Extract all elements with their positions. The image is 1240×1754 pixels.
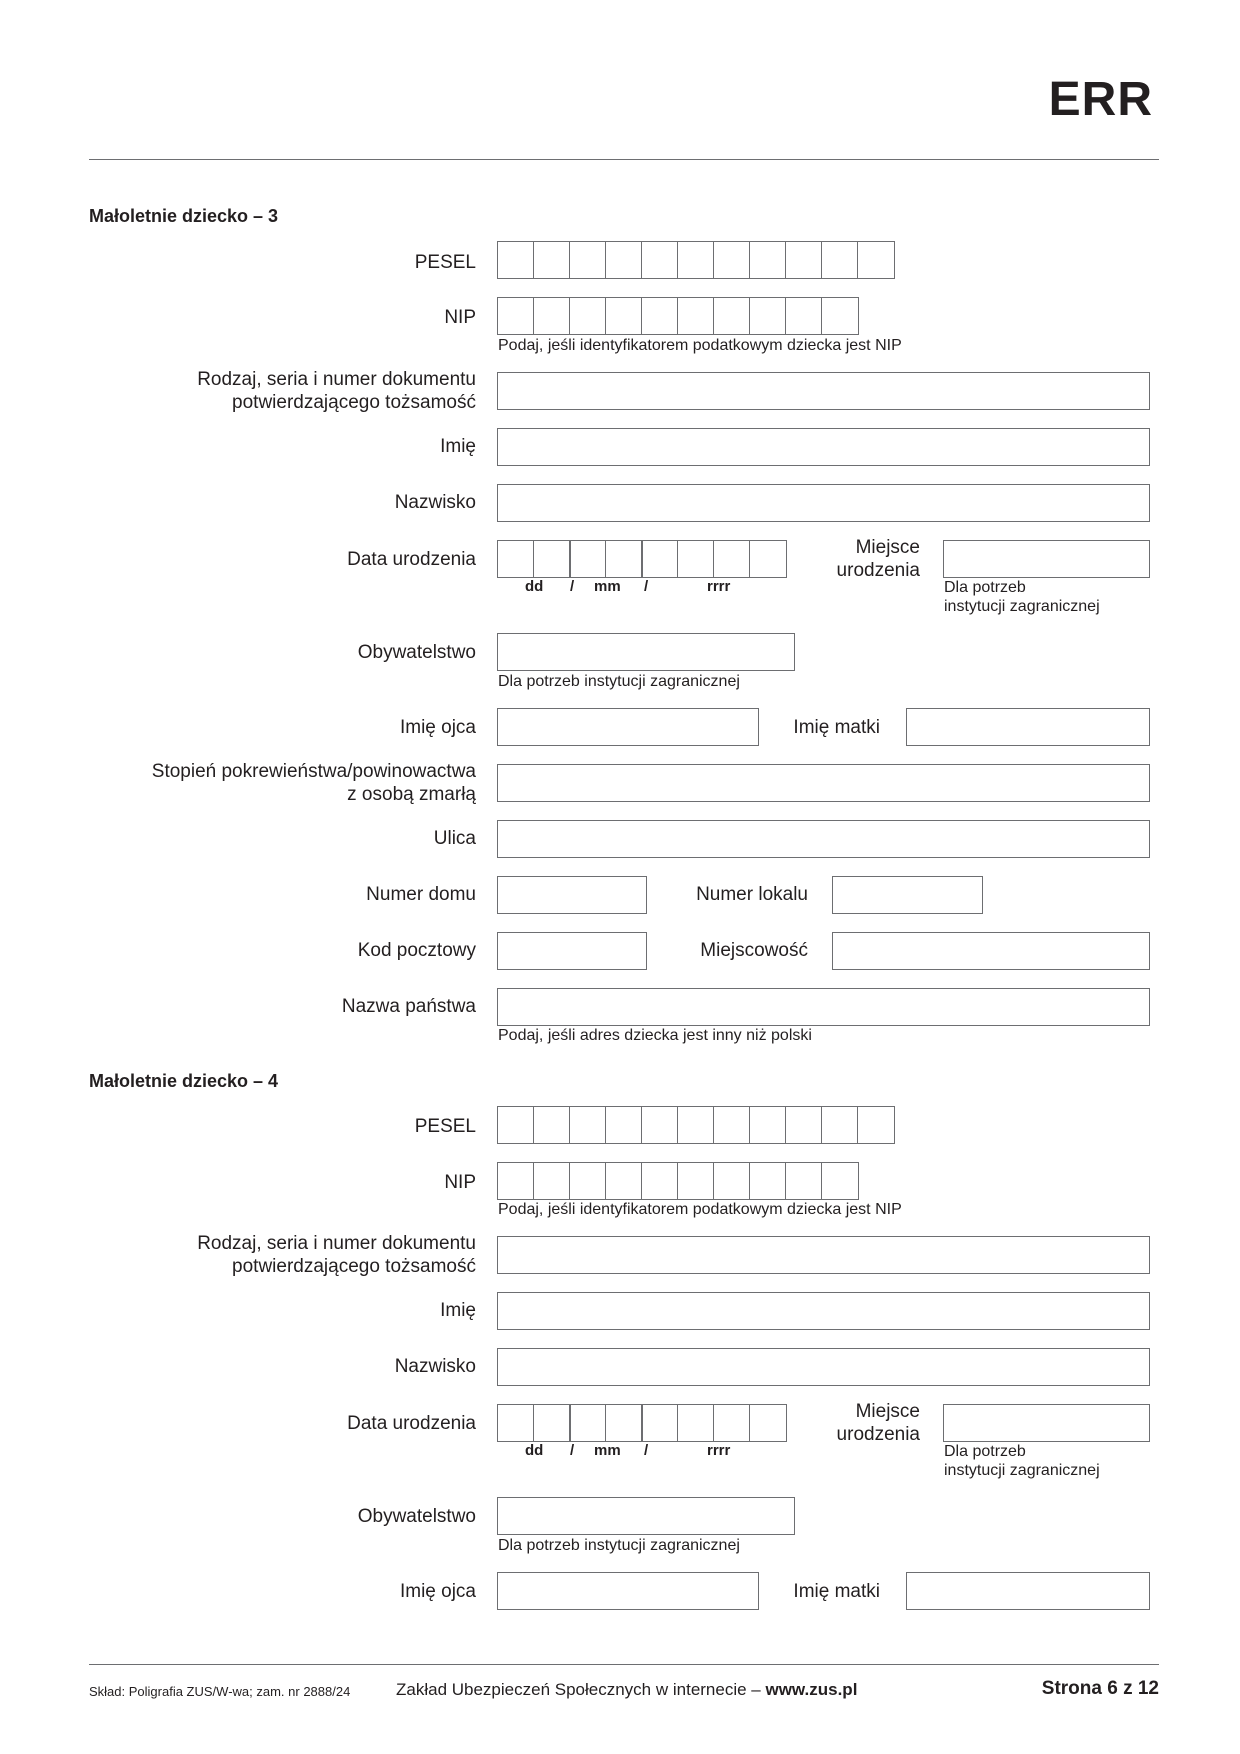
nip-digit-box[interactable] xyxy=(821,297,859,335)
first-name-input[interactable] xyxy=(497,428,1150,466)
last-name-label: Nazwisko xyxy=(394,1356,476,1377)
birth-place-label-line2: urodzenia xyxy=(836,560,920,581)
pesel-digit-box[interactable] xyxy=(857,241,895,279)
header-divider xyxy=(89,159,1159,160)
birth-date-digit-box[interactable] xyxy=(677,540,715,578)
nip-digit-box[interactable] xyxy=(677,297,715,335)
nip-digit-box[interactable] xyxy=(785,297,823,335)
pesel-digit-box[interactable] xyxy=(533,1106,571,1144)
father-name-label: Imię ojca xyxy=(399,1581,476,1602)
nip-label: NIP xyxy=(444,1172,476,1193)
date-separator: / xyxy=(570,1442,575,1459)
id-document-input[interactable] xyxy=(497,372,1150,410)
birth-date-digit-box[interactable] xyxy=(749,1404,787,1442)
pesel-digit-box[interactable] xyxy=(677,1106,715,1144)
pesel-digit-box[interactable] xyxy=(749,1106,787,1144)
day-format-label: dd xyxy=(525,1442,544,1459)
birth-date-digit-box[interactable] xyxy=(569,1404,607,1442)
postal-code-label: Kod pocztowy xyxy=(357,940,476,961)
nip-digit-box[interactable] xyxy=(497,297,535,335)
pesel-digit-box[interactable] xyxy=(641,1106,679,1144)
last-name-input[interactable] xyxy=(497,484,1150,522)
nip-field[interactable] xyxy=(497,1162,859,1200)
nip-digit-box[interactable] xyxy=(605,1162,643,1200)
relation-label-line1: Stopień pokrewieństwa/powinowactwa xyxy=(151,761,476,782)
last-name-label: Nazwisko xyxy=(394,492,476,513)
form-code-title: ERR xyxy=(1048,73,1153,126)
postal-code-input[interactable] xyxy=(497,932,647,970)
birth-date-digit-box[interactable] xyxy=(497,540,535,578)
birth-place-input[interactable] xyxy=(943,540,1150,578)
birth-place-label-line2: urodzenia xyxy=(836,1424,920,1445)
first-name-label: Imię xyxy=(440,1300,476,1321)
house-number-label: Numer domu xyxy=(366,884,476,905)
birth-date-digit-box[interactable] xyxy=(641,1404,679,1442)
id-document-label-line2: potwierdzającego tożsamość xyxy=(232,1256,476,1277)
id-document-label-line2: potwierdzającego tożsamość xyxy=(232,392,476,413)
mother-name-input[interactable] xyxy=(906,1572,1150,1610)
birth-date-label: Data urodzenia xyxy=(347,1413,476,1434)
country-input[interactable] xyxy=(497,988,1150,1026)
nip-digit-box[interactable] xyxy=(713,1162,751,1200)
nip-digit-box[interactable] xyxy=(713,297,751,335)
date-separator: / xyxy=(644,1442,649,1459)
day-format-label: dd xyxy=(525,578,544,595)
footer-web-url[interactable]: www.zus.pl xyxy=(765,1680,858,1699)
birth-place-input[interactable] xyxy=(943,1404,1150,1442)
nip-digit-box[interactable] xyxy=(821,1162,859,1200)
nip-digit-box[interactable] xyxy=(497,1162,535,1200)
country-label: Nazwa państwa xyxy=(341,996,476,1017)
pesel-digit-box[interactable] xyxy=(605,241,643,279)
birth-date-label: Data urodzenia xyxy=(347,549,476,570)
month-format-label: mm xyxy=(594,1442,621,1459)
id-document-label-line1: Rodzaj, seria i numer dokumentu xyxy=(197,1233,476,1254)
birth-place-hint-line2: instytucji zagranicznej xyxy=(944,598,1100,615)
relation-input[interactable] xyxy=(497,764,1150,802)
birth-date-digit-box[interactable] xyxy=(605,540,643,578)
citizenship-input[interactable] xyxy=(497,633,795,671)
footer-web-line xyxy=(396,1680,857,1700)
birth-date-digit-box[interactable] xyxy=(713,1404,751,1442)
pesel-label: PESEL xyxy=(414,1116,476,1137)
first-name-input[interactable] xyxy=(497,1292,1150,1330)
pesel-digit-box[interactable] xyxy=(569,241,607,279)
nip-field[interactable] xyxy=(497,297,859,335)
birth-date-digit-box[interactable] xyxy=(641,540,679,578)
pesel-digit-box[interactable] xyxy=(497,1106,535,1144)
birth-date-digit-box[interactable] xyxy=(713,540,751,578)
pesel-label: PESEL xyxy=(414,252,476,273)
nip-digit-box[interactable] xyxy=(605,297,643,335)
pesel-digit-box[interactable] xyxy=(713,241,751,279)
section-heading-child-3: Małoletnie dziecko – 3 xyxy=(89,206,279,226)
pesel-digit-box[interactable] xyxy=(857,1106,895,1144)
birth-date-digit-box[interactable] xyxy=(533,1404,571,1442)
nip-digit-box[interactable] xyxy=(533,1162,571,1200)
nip-hint: Podaj, jeśli identyfikatorem podatkowym dziecka jest NIP xyxy=(498,337,902,354)
print-info: Skład: Poligrafia ZUS/W-wa; zam. nr 2888/24 xyxy=(89,1684,351,1699)
citizenship-input[interactable] xyxy=(497,1497,795,1535)
country-hint: Podaj, jeśli adres dziecka jest inny niż polski xyxy=(498,1027,812,1044)
year-format-label: rrrr xyxy=(707,1442,731,1459)
pesel-digit-box[interactable] xyxy=(569,1106,607,1144)
pesel-digit-box[interactable] xyxy=(785,241,823,279)
nip-hint: Podaj, jeśli identyfikatorem podatkowym dziecka jest NIP xyxy=(498,1201,902,1218)
pesel-digit-box[interactable] xyxy=(497,241,535,279)
citizenship-hint: Dla potrzeb instytucji zagranicznej xyxy=(498,1537,740,1554)
citizenship-label: Obywatelstwo xyxy=(357,1506,476,1527)
nip-digit-box[interactable] xyxy=(785,1162,823,1200)
birth-place-hint-line2: instytucji zagranicznej xyxy=(944,1462,1100,1479)
first-name-label: Imię xyxy=(440,436,476,457)
birth-date-field[interactable] xyxy=(497,1404,787,1442)
section-heading-child-4: Małoletnie dziecko – 4 xyxy=(89,1071,279,1091)
pesel-digit-box[interactable] xyxy=(785,1106,823,1144)
street-label: Ulica xyxy=(433,828,476,849)
father-name-input[interactable] xyxy=(497,708,759,746)
pesel-digit-box[interactable] xyxy=(677,241,715,279)
footer-web-prefix: Zakład Ubezpieczeń Społecznych w internecie – xyxy=(396,1680,766,1699)
mother-name-label: Imię matki xyxy=(793,717,880,738)
year-format-label: rrrr xyxy=(707,578,731,595)
pesel-digit-box[interactable] xyxy=(605,1106,643,1144)
birth-date-digit-box[interactable] xyxy=(749,540,787,578)
flat-number-label: Numer lokalu xyxy=(696,884,808,905)
birth-date-digit-box[interactable] xyxy=(533,540,571,578)
city-input[interactable] xyxy=(832,932,1150,970)
birth-date-field[interactable] xyxy=(497,540,787,578)
street-input[interactable] xyxy=(497,820,1150,858)
pesel-digit-box[interactable] xyxy=(641,241,679,279)
birth-date-digit-box[interactable] xyxy=(569,540,607,578)
page-number: Strona 6 z 12 xyxy=(1041,1678,1159,1699)
mother-name-label: Imię matki xyxy=(793,1581,880,1602)
nip-digit-box[interactable] xyxy=(569,1162,607,1200)
birth-date-digit-box[interactable] xyxy=(605,1404,643,1442)
id-document-input[interactable] xyxy=(497,1236,1150,1274)
date-separator: / xyxy=(570,578,575,595)
birth-place-label-line1: Miejsce xyxy=(855,1401,920,1422)
date-separator: / xyxy=(644,578,649,595)
pesel-digit-box[interactable] xyxy=(821,241,859,279)
pesel-field[interactable] xyxy=(497,241,895,279)
pesel-digit-box[interactable] xyxy=(713,1106,751,1144)
citizenship-hint: Dla potrzeb instytucji zagranicznej xyxy=(498,673,740,690)
nip-digit-box[interactable] xyxy=(533,297,571,335)
birth-date-digit-box[interactable] xyxy=(497,1404,535,1442)
nip-digit-box[interactable] xyxy=(677,1162,715,1200)
pesel-digit-box[interactable] xyxy=(749,241,787,279)
nip-label: NIP xyxy=(444,307,476,328)
birth-place-hint-line1: Dla potrzeb xyxy=(944,1443,1026,1460)
mother-name-input[interactable] xyxy=(906,708,1150,746)
pesel-digit-box[interactable] xyxy=(821,1106,859,1144)
birth-place-hint-line1: Dla potrzeb xyxy=(944,579,1026,596)
birth-date-digit-box[interactable] xyxy=(677,1404,715,1442)
id-document-label-line1: Rodzaj, seria i numer dokumentu xyxy=(197,369,476,390)
relation-label-line2: z osobą zmarłą xyxy=(347,784,476,805)
nip-digit-box[interactable] xyxy=(749,1162,787,1200)
pesel-field[interactable] xyxy=(497,1106,895,1144)
pesel-digit-box[interactable] xyxy=(533,241,571,279)
nip-digit-box[interactable] xyxy=(749,297,787,335)
footer-divider xyxy=(89,1664,1159,1665)
birth-place-label-line1: Miejsce xyxy=(855,537,920,558)
nip-digit-box[interactable] xyxy=(569,297,607,335)
nip-digit-box[interactable] xyxy=(641,297,679,335)
city-label: Miejscowość xyxy=(700,940,808,961)
father-name-input[interactable] xyxy=(497,1572,759,1610)
flat-number-input[interactable] xyxy=(832,876,983,914)
citizenship-label: Obywatelstwo xyxy=(357,642,476,663)
house-number-input[interactable] xyxy=(497,876,647,914)
month-format-label: mm xyxy=(594,578,621,595)
father-name-label: Imię ojca xyxy=(399,717,476,738)
last-name-input[interactable] xyxy=(497,1348,1150,1386)
nip-digit-box[interactable] xyxy=(641,1162,679,1200)
